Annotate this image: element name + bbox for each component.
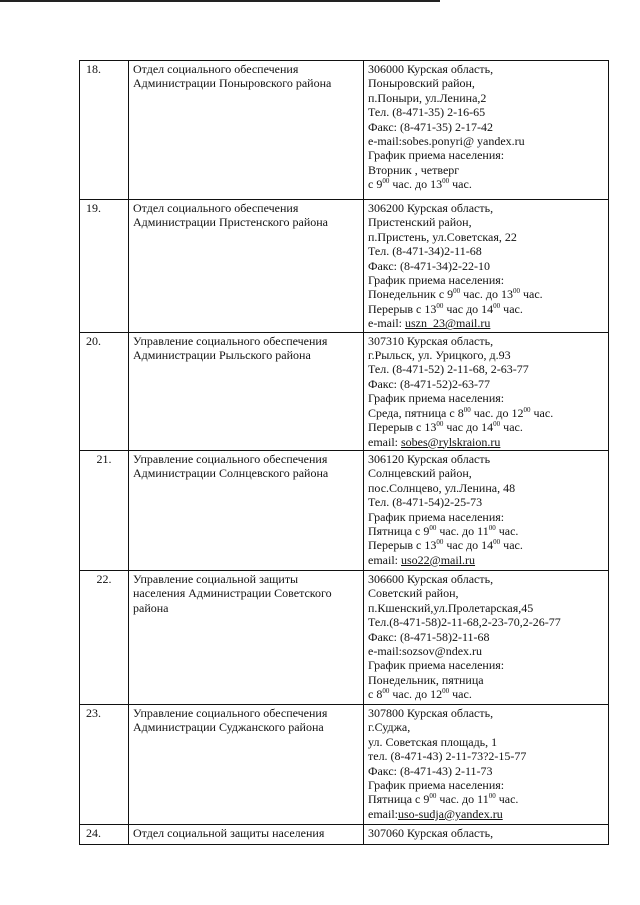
email-link[interactable]: uso22@mail.ru [401, 552, 476, 567]
address-line: 307060 Курская область, [368, 825, 494, 840]
address-line: ул. Советская площадь, 1 [368, 734, 498, 749]
department-name: Администрации Рыльского района [133, 348, 311, 363]
schedule-heading: График приема населения: [368, 658, 505, 673]
address-line: пос.Солнцево, ул.Ленина, 48 [368, 480, 516, 495]
fax: Факс: (8-471-43) 2-11-73 [368, 763, 493, 778]
department-name: Отдел социальной защиты населения [133, 825, 325, 840]
schedule-hours: Понедельник с $9^{00}$ час. до $13^{00}$ час. [368, 287, 543, 302]
schedule-days: Понедельник, пятница [368, 672, 484, 687]
row-number: 22. [96, 571, 112, 586]
row-number: 23. [86, 705, 101, 720]
top-rule [0, 0, 440, 2]
schedule-break: Перерыв с $13^{00}$ час до $14^{00}$ час. [368, 420, 523, 435]
social-services-table [79, 60, 609, 845]
email-link[interactable]: uso-sudja@yandex.ru [398, 806, 503, 821]
address-line: 307800 Курская область, [368, 705, 494, 720]
address-line: 306200 Курская область, [368, 201, 494, 215]
schedule-hours: Среда, пятница с $8^{00}$ час. до $12^{00}$ час. [368, 405, 554, 420]
address-line: Пристенский район, [368, 215, 472, 230]
email-link[interactable]: sobes@rylskraion.ru [401, 434, 501, 449]
row-number: 18. [86, 62, 101, 76]
department-name: Отдел социального обеспечения [133, 201, 299, 215]
schedule-hours: Пятница с $9^{00}$ час. до $11^{00}$ час. [368, 523, 519, 538]
schedule-heading: График приема населения: [368, 391, 505, 406]
address-line: Поныровский район, [368, 76, 475, 91]
address-line: Советский район, [368, 586, 459, 601]
table-row [80, 200, 609, 333]
address-line: п.Пристень, ул.Советская, 22 [368, 229, 517, 244]
email: email: uso22@mail.ru [368, 552, 476, 567]
department-name: Администрации Солнцевского района [133, 466, 329, 481]
address-line: Солнцевский район, [368, 466, 472, 481]
table-row [80, 61, 609, 200]
department-name: Управление социального обеспечения [133, 705, 328, 720]
department-name: Управление социальной защиты [133, 571, 299, 586]
row-number: 24. [86, 825, 101, 840]
email: email: sobes@rylskraion.ru [368, 434, 501, 449]
fax: Факс: (8-471-52)2-63-77 [368, 376, 490, 391]
department-name: Администрации Поныровского района [133, 76, 332, 91]
schedule-heading: График приема населения: [368, 148, 505, 163]
department-name: Управление социального обеспечения [133, 333, 328, 348]
email: e-mail:sobes.ponyri@ yandex.ru [368, 134, 525, 149]
address-line: 306120 Курская область [368, 451, 491, 466]
department-name: населения Администрации Советского [133, 586, 332, 601]
schedule-break: Перерыв с $13^{00}$ час до $14^{00}$ час. [368, 301, 523, 316]
fax: Факс: (8-471-35) 2-17-42 [368, 119, 493, 134]
schedule-heading: График приема населения: [368, 777, 505, 792]
phone: Тел. (8-471-34)2-11-68 [368, 244, 482, 259]
table-row [80, 824, 609, 844]
schedule-heading: График приема населения: [368, 509, 505, 524]
email: e-mail:sozsov@ndex.ru [368, 643, 483, 658]
phone: Тел. (8-471-35) 2-16-65 [368, 105, 486, 120]
department-name: района [133, 600, 169, 615]
department-name: Администрации Суджанского района [133, 720, 324, 735]
table-row [80, 332, 609, 450]
address-line: 307310 Курская область, [368, 333, 494, 348]
schedule-hours: с $9^{00}$ час. до $13^{00}$ час. [368, 177, 472, 192]
fax: Факс: (8-471-58)2-11-68 [368, 629, 490, 644]
fax: Факс: (8-471-34)2-22-10 [368, 258, 490, 273]
department-name: Администрации Пристенского района [133, 215, 329, 230]
table-row [80, 704, 609, 824]
department-name: Управление социального обеспечения [133, 451, 328, 466]
schedule-heading: График приема населения: [368, 273, 505, 288]
email-link[interactable]: uszn_23@mail.ru [404, 316, 491, 331]
address-line: г.Суджа, [368, 720, 411, 735]
schedule-days: Вторник , четверг [368, 162, 460, 177]
address-line: г.Рыльск, ул. Урицкого, д.93 [368, 348, 511, 363]
address-line: п.Поныри, ул.Ленина,2 [368, 90, 487, 105]
phone: Тел. (8-471-54)2-25-73 [368, 495, 483, 510]
address-line: п.Кшенский,ул.Пролетарская,45 [368, 600, 534, 615]
table-row [80, 450, 609, 570]
schedule-break: Перерыв с $13^{00}$ час до $14^{00}$ час. [368, 538, 523, 553]
department-name: Отдел социального обеспечения [133, 62, 299, 76]
schedule-hours: с $8^{00}$ час. до $12^{00}$ час. [368, 687, 472, 702]
row-number: 20. [86, 333, 101, 348]
email: email:uso-sudja@yandex.ru [368, 806, 503, 821]
address-line: 306600 Курская область, [368, 571, 494, 586]
table-row [80, 570, 609, 704]
schedule-hours: Пятница с $9^{00}$ час. до $11^{00}$ час. [368, 792, 519, 807]
phone: Тел. (8-471-52) 2-11-68, 2-63-77 [368, 362, 529, 377]
row-number: 21. [96, 451, 112, 466]
phone: тел. (8-471-43) 2-11-73?2-15-77 [368, 749, 527, 764]
address-line: 306000 Курская область, [368, 62, 494, 76]
phone: Тел.(8-471-58)2-11-68,2-23-70,2-26-77 [368, 615, 561, 630]
email: e-mail: uszn_23@mail.ru [368, 316, 491, 331]
row-number: 19. [86, 201, 101, 215]
